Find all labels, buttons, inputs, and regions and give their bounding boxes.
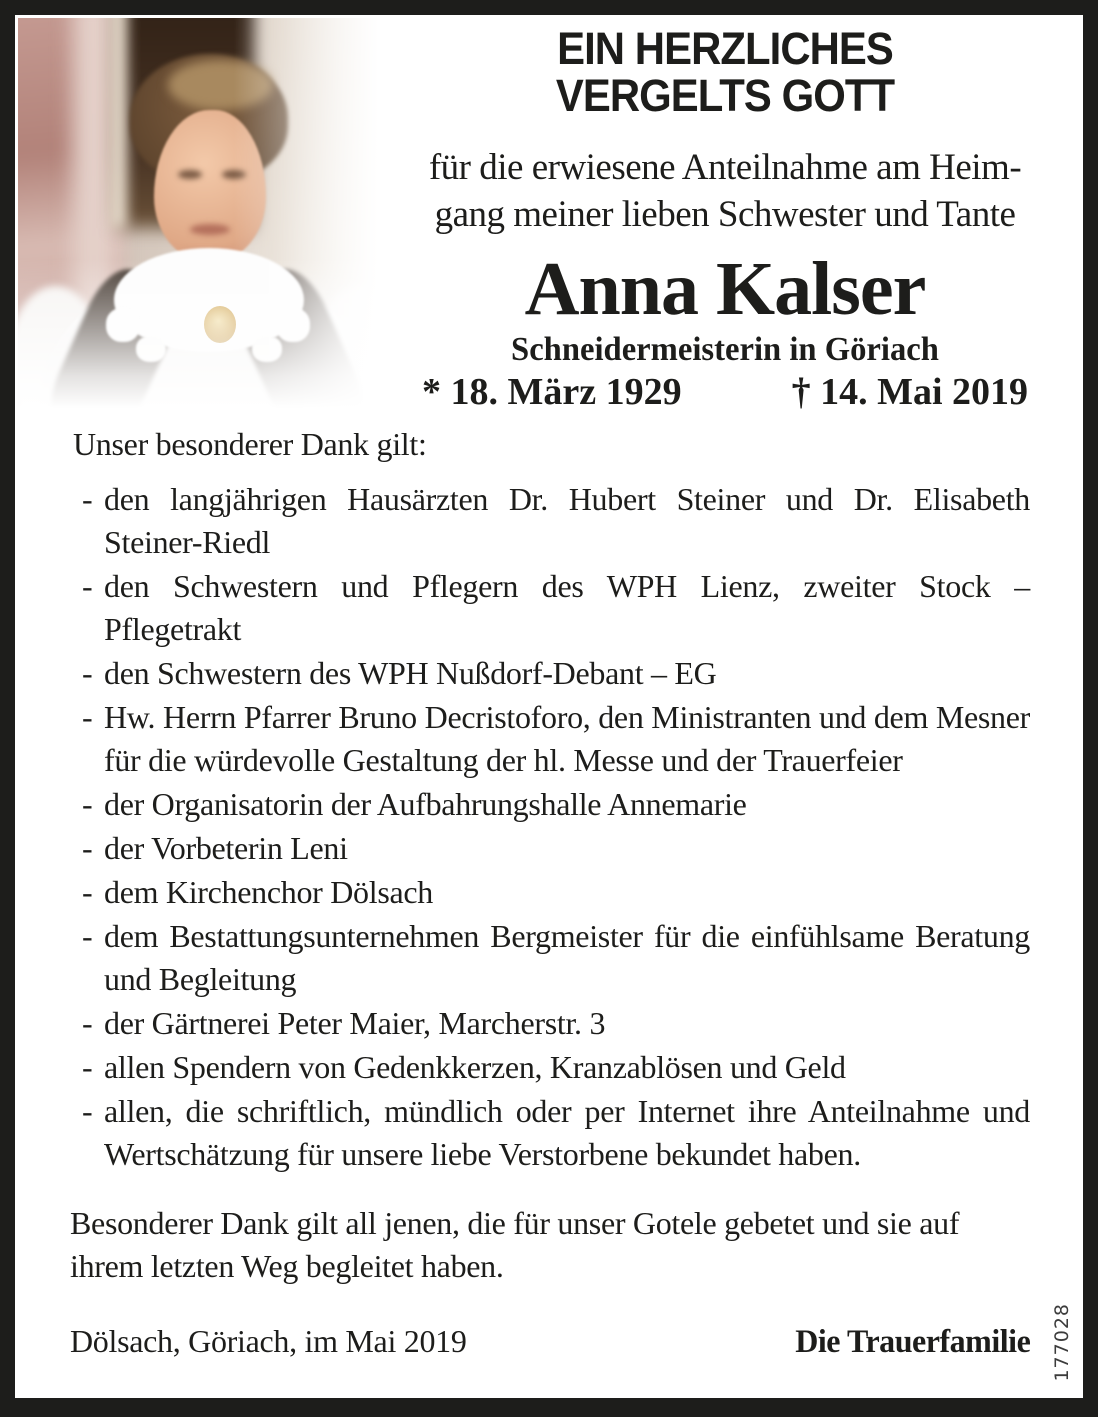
- portrait-photo: [18, 18, 390, 420]
- thanks-item: [70, 478, 1030, 564]
- body-text: [70, 423, 1030, 1364]
- place-date: Dölsach, Göriach, im Mai 2019: [70, 1323, 467, 1359]
- bullet-dash: -: [82, 1005, 93, 1041]
- death-date: † 14. Mai 2019: [791, 371, 1029, 413]
- condolence-intro: [395, 144, 1055, 238]
- thanks-item-text: der Gärtnerei Peter Maier, Marcherstr. 3: [104, 1005, 606, 1041]
- birth-date: * 18. März 1929: [421, 371, 682, 413]
- thanks-item: [70, 565, 1030, 651]
- paper-sheet: [15, 15, 1083, 1398]
- bullet-dash: -: [82, 874, 93, 910]
- bullet-dash: -: [82, 1049, 93, 1085]
- family-signature: Die Trauerfamilie: [794, 1324, 1030, 1360]
- bullet-dash: -: [82, 655, 93, 691]
- thanks-item: [70, 783, 1030, 826]
- bullet-dash: -: [82, 830, 93, 866]
- deceased-name: Anna Kalser: [524, 247, 926, 331]
- thanks-item-text: der Vorbeterin Leni: [104, 830, 348, 866]
- bullet-dash: -: [82, 1093, 93, 1129]
- thanks-item-text: den Schwestern des WPH Nußdorf-Debant – EG: [104, 655, 717, 691]
- closing-paragraph: Besonderer Dank gilt all jenen, die für unser Gotele gebetet und sie auf ihrem letzten Weg begleitet haben.: [70, 1205, 960, 1284]
- thanks-item-text: der Organisatorin der Aufbahrungshalle Annemarie: [104, 786, 747, 822]
- condolence-intro-line1: für die erwiesene Anteilnahme am Heim-: [428, 147, 1022, 188]
- header-column: [395, 25, 1055, 413]
- print-code: 177028: [1051, 1303, 1073, 1382]
- bullet-dash: -: [82, 568, 93, 604]
- headline: [418, 25, 1032, 119]
- thanks-item: [70, 915, 1030, 1001]
- thanks-item: [70, 871, 1030, 914]
- photo-edge-fade: [18, 18, 390, 420]
- bullet-dash: -: [82, 786, 93, 822]
- bullet-dash: -: [82, 918, 93, 954]
- thanks-item-text: den Schwestern und Pflegern des WPH Lienz, zweiter Stock – Pflegetrakt: [104, 568, 1030, 647]
- bullet-dash: -: [82, 481, 93, 517]
- thanks-item: [70, 1002, 1030, 1045]
- condolence-intro-line2: gang meiner lieben Schwester und Tante: [434, 194, 1016, 235]
- thanks-item: [70, 827, 1030, 870]
- thanks-item-text: Hw. Herrn Pfarrer Bruno Decristoforo, den Ministranten und dem Mesner für die würdevolle Gestaltung der hl. Messe und der Trauerfeier: [104, 699, 1030, 778]
- bottom-row: [70, 1320, 1030, 1364]
- thanks-item-text: den langjährigen Hausärzten Dr. Hubert Steiner und Dr. Elisabeth Steiner-Riedl: [104, 481, 1030, 560]
- thanks-item-text: dem Kirchenchor Dölsach: [104, 874, 433, 910]
- bullet-dash: -: [82, 699, 93, 735]
- life-dates: [395, 371, 1055, 413]
- thanks-item: [70, 1046, 1030, 1089]
- thanks-item-text: allen Spendern von Gedenkkerzen, Kranzablösen und Geld: [104, 1049, 846, 1085]
- headline-line2: VERGELTS GOTT: [555, 70, 895, 121]
- thanks-list: [70, 478, 1030, 1176]
- thanks-item: [70, 1090, 1030, 1176]
- thanks-intro: Unser besonderer Dank gilt:: [73, 426, 427, 462]
- headline-line1: EIN HERZLICHES: [557, 23, 893, 74]
- thanks-item-text: dem Bestattungsunternehmen Bergmeister für die einfühlsame Beratung und Begleitung: [104, 918, 1030, 997]
- thanks-item-text: allen, die schriftlich, mündlich oder per Internet ihre Anteilnahme und Wertschätzung für unsere liebe Verstorbene bekundet haben.: [104, 1093, 1030, 1172]
- deceased-subtitle: Schneidermeisterin in Göriach: [511, 331, 939, 368]
- thanks-item: [70, 696, 1030, 782]
- thanks-item: [70, 652, 1030, 695]
